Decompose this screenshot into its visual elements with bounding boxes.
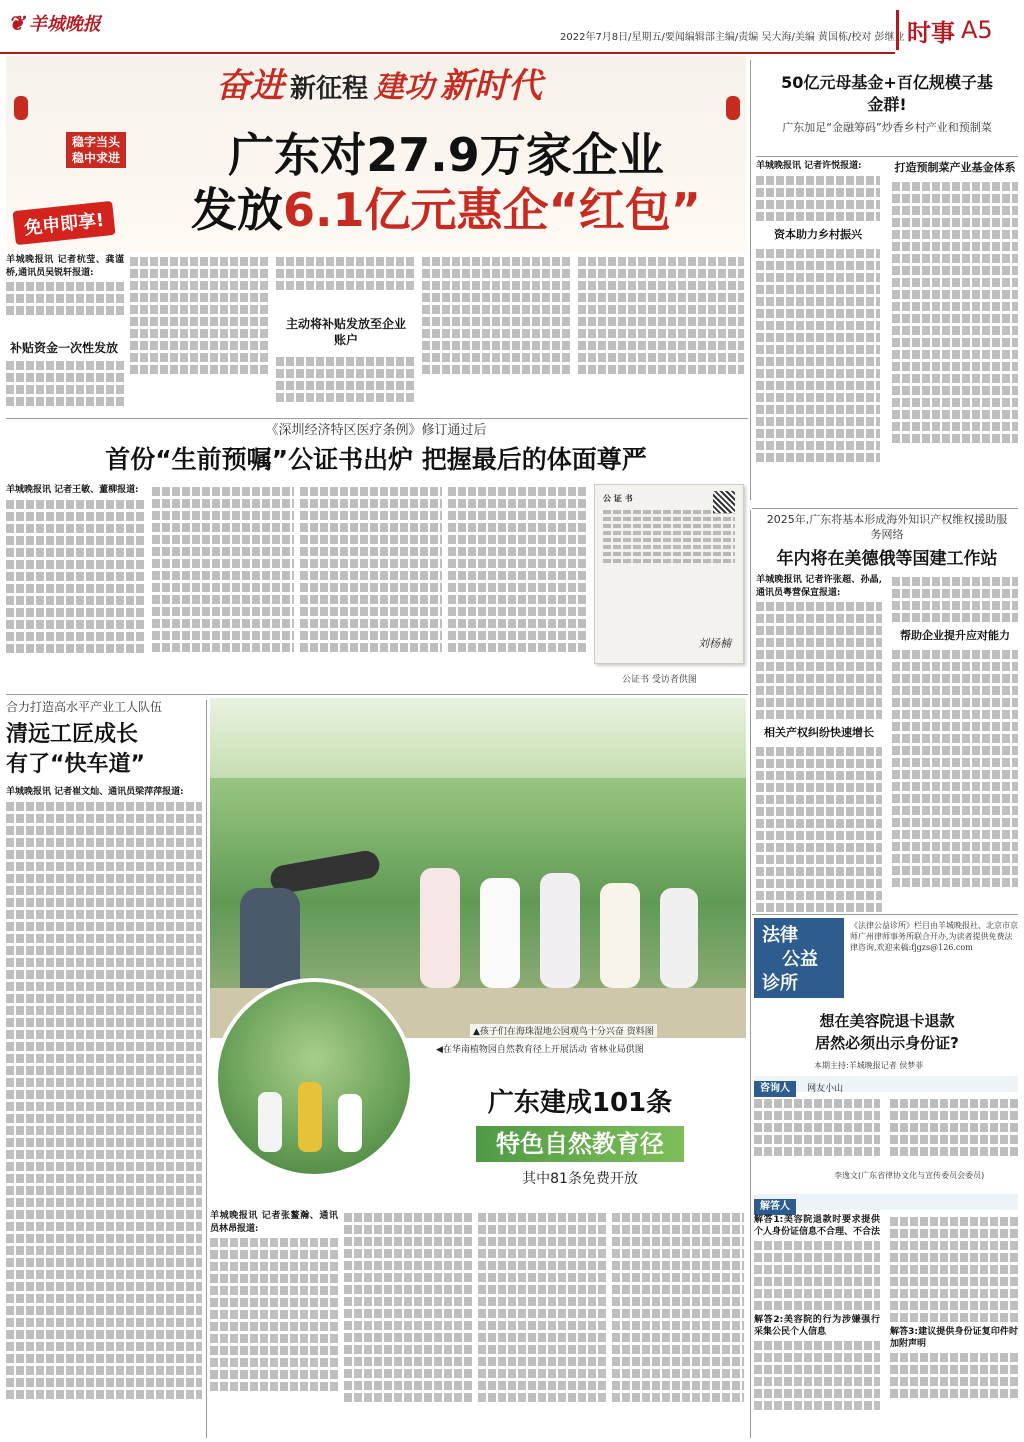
qr-code-icon: [713, 491, 735, 513]
ip-story: [756, 512, 1018, 912]
ram-logo-icon: ❦: [8, 11, 25, 35]
lead-subhead-1: 补贴资金一次性发放: [10, 341, 119, 355]
ip-kicker: 2025年,广东将基本形成海外知识产权维权援助服务网络: [766, 513, 1008, 541]
lantern-decoration: [726, 96, 740, 120]
craftsmen-story: [6, 698, 202, 1438]
ip-headline: 年内将在美德俄等国建工作站: [776, 549, 998, 569]
nature-story: [210, 698, 746, 1438]
certificate-signature: 刘杨楠: [698, 637, 731, 650]
legal-clinic: [754, 918, 1020, 1438]
craftsmen-byline: 羊城晚报讯 记者崔文灿、通讯员梁萍萍报道:: [6, 787, 184, 797]
living-will-story: [6, 422, 746, 690]
certificate-caption: 公证书 受访者供图: [622, 675, 697, 685]
newspaper-logo: ❦ 羊城晚报: [8, 11, 101, 35]
ip-subhead-1: 相关产权纠纷快速增长: [764, 726, 874, 739]
notary-certificate-image: [594, 484, 744, 664]
lantern-decoration: [14, 96, 28, 120]
badge-free-apply: 免申即享!: [12, 201, 115, 245]
nature-subhead: 其中81条免费开放: [522, 1171, 638, 1187]
answerer-name: 李逸文(广东省律协文化与宣传委员会委员): [834, 1171, 985, 1180]
legal-host: 本期主持:羊城晚报记者 侯梦菲: [814, 1061, 924, 1070]
ip-subhead-2: 帮助企业提升应对能力: [900, 629, 1010, 642]
ip-byline: 羊城晚报讯 记者许张超、孙晶,通讯员粤营保宣报道:: [756, 575, 882, 598]
masthead: [0, 0, 1024, 58]
questioner-label: 咨询人: [754, 1081, 796, 1097]
living-will-headline: 首份“生前预嘱”公证书出炉 把握最后的体面尊严: [105, 445, 647, 474]
nature-headline: 广东建成101条 特色自然教育径 其中81条免费开放: [420, 1086, 740, 1188]
nature-ribbon: 特色自然教育径: [476, 1126, 684, 1162]
fund-headline: 50亿元母基金+百亿规模子基金群!: [781, 73, 993, 114]
photo-caption-1: ▲孩子们在海珠湿地公园观鸟十分兴奋 资料图: [470, 1024, 657, 1037]
lead-subhead-2: 主动将补贴发放至企业账户: [286, 317, 407, 347]
legal-headline: 想在美容院退卡退款 居然必须出示身份证?: [815, 1012, 959, 1052]
issue-info: 2022年7月8日/星期五/要闻编辑部主编/责编 吴大海/美编 黄国栋/校对 彭继业: [560, 32, 905, 43]
answerer-label: 解答人: [754, 1199, 796, 1215]
living-will-kicker: 《深圳经济特区医疗条例》修订通过后: [265, 423, 487, 438]
lead-headline: 广东对27.9万家企业 发放6.1亿元惠企“红包”: [191, 128, 701, 237]
legal-intro: 《法律公益诊所》栏目由羊城晚报社、北京市京师广州律师事务所联合开办,为读者提供免费法律咨询,欢迎来稿:fjgzs@126.com: [850, 921, 1018, 952]
lead-article: [6, 254, 744, 414]
answer-subhead-1: 解答1:美容院退款时要求提供个人身份证信息不合理、不合法: [754, 1215, 880, 1237]
section-name: 时事: [907, 18, 955, 47]
certificate-title: 公 证 书: [603, 493, 633, 503]
banner-slogan: 奋进 新征程 建功 新时代: [216, 66, 543, 106]
nature-byline: 羊城晚报讯 记者张鳌瀚、通讯员林昂报道:: [210, 1211, 338, 1234]
living-will-byline: 羊城晚报讯 记者王敏、董柳报道:: [6, 485, 139, 495]
badge-stable: 稳字当头 稳中求进: [66, 132, 126, 168]
answerer-bar: [754, 1194, 1018, 1210]
fund-story: [756, 60, 1018, 510]
fund-subhead-2: 打造预制菜产业基金体系: [894, 161, 1016, 174]
questioner-bar: [754, 1076, 1018, 1092]
botanical-garden-photo: [214, 978, 414, 1178]
questioner-name: 网友小山: [807, 1084, 844, 1094]
page-number: A5: [961, 16, 993, 44]
answer-subhead-2: 解答2:美容院的行为涉嫌强行采集公民个人信息: [754, 1315, 880, 1337]
craftsmen-headline: 清远工匠成长 有了“快车道”: [6, 722, 145, 777]
craftsmen-kicker: 合力打造高水平产业工人队伍: [6, 700, 163, 714]
lead-banner: [6, 56, 746, 252]
section-tab: [896, 10, 993, 50]
fund-subtitle: 广东加足“金融筹码”炒香乡村产业和预制菜: [782, 121, 992, 134]
legal-column-logo: 法律 公益 诊所: [754, 918, 844, 998]
fund-byline: 羊城晚报讯 记者许悦报道:: [756, 161, 862, 171]
lead-byline: 羊城晚报讯 记者杭莹、龚谨桥,通讯员吴锐轩报道:: [6, 255, 124, 278]
photo-caption-2: ◀在华南植物园自然教育径上开展活动 省林业局供图: [436, 1045, 644, 1055]
fund-subhead-1: 资本助力乡村振兴: [774, 227, 862, 241]
answer-subhead-3: 解答3:建议提供身份证复印件时加附声明: [890, 1327, 1018, 1349]
